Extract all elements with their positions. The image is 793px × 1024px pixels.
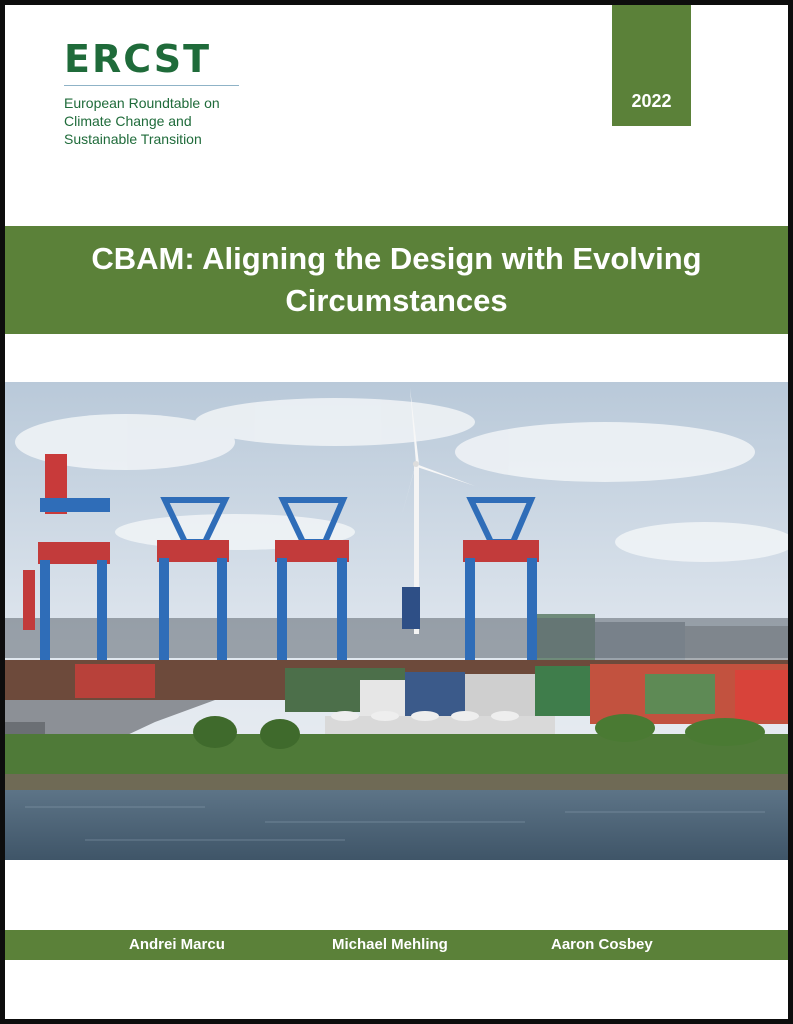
logo-subtitle-line-3: Sustainable Transition	[64, 131, 202, 147]
logo-subtitle-line-1: European Roundtable on	[64, 95, 220, 111]
author-2: Michael Mehling	[332, 936, 448, 953]
logo-wordmark: ERCST	[64, 37, 212, 81]
logo-subtitle-line-2: Climate Change and	[64, 113, 192, 129]
author-3: Aaron Cosbey	[551, 936, 653, 953]
distant-buildings	[5, 614, 788, 660]
river-water	[5, 790, 788, 860]
year-label: 2022	[631, 91, 672, 111]
author-1: Andrei Marcu	[129, 936, 225, 953]
year-badge	[612, 5, 691, 126]
report-title: CBAM: Aligning the Design with Evolving Circumstances	[91, 241, 702, 318]
title-banner	[5, 226, 788, 334]
cover-photo	[5, 382, 788, 860]
authors-banner	[5, 930, 788, 960]
ercst-logo	[64, 39, 244, 148]
logo-divider	[64, 85, 239, 86]
logo-subtitle	[64, 94, 244, 148]
